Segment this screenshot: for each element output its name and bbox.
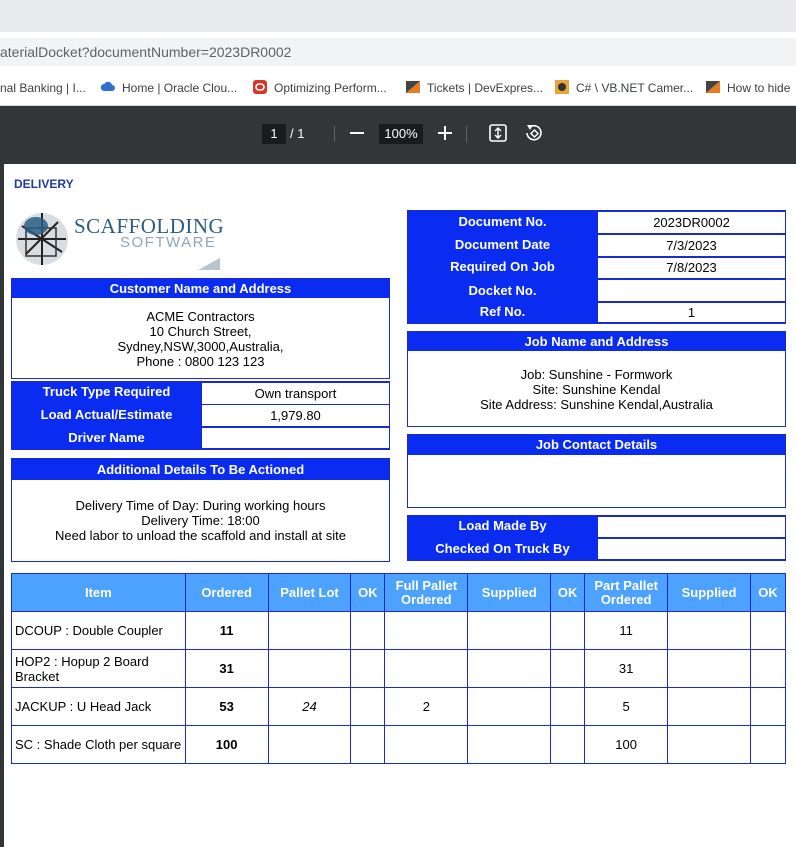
additional-details-header: Additional Details To Be Actioned	[12, 459, 389, 480]
document-no-label: Document No.	[408, 211, 597, 234]
ok-cell	[551, 650, 585, 688]
company-logo	[12, 208, 225, 272]
table-row	[12, 688, 786, 726]
column-header: Pallet Lot	[268, 574, 351, 612]
bookmark-label: Home | Oracle Clou...	[122, 81, 238, 95]
devexpress-icon	[705, 79, 721, 95]
column-header: Part Pallet Ordered	[585, 574, 668, 612]
full-pallet-cell	[385, 650, 468, 688]
cloud-icon	[100, 79, 116, 95]
scaffolding-globe-icon	[12, 208, 72, 270]
page-total: / 1	[290, 126, 305, 141]
toolbar-divider	[334, 126, 335, 142]
column-header: OK	[551, 574, 585, 612]
column-header: Full Pallet Ordered	[385, 574, 468, 612]
ok-cell	[551, 612, 585, 650]
part-pallet-cell: 11	[585, 612, 668, 650]
ok-cell	[351, 688, 385, 726]
zoom-level-input[interactable]: 100%	[379, 124, 423, 144]
truck-panel	[11, 381, 390, 450]
truck-type-label: Truck Type Required	[12, 382, 201, 405]
driver-name-value	[201, 427, 390, 449]
column-header: Supplied	[468, 574, 551, 612]
zoom-out-button[interactable]	[346, 122, 368, 144]
customer-line: ACME Contractors	[146, 309, 255, 324]
full-pallet-cell	[385, 726, 468, 764]
url-field[interactable]: aterialDocket?documentNumber=2023DR0002	[0, 38, 796, 66]
column-header: OK	[351, 574, 385, 612]
table-row	[12, 726, 786, 764]
bookmark-item[interactable]	[554, 78, 693, 98]
job-line: Job: Sunshine - Formwork	[520, 367, 673, 382]
supplied-cell	[468, 650, 551, 688]
additional-detail-line: Delivery Time of Day: During working hours	[75, 498, 326, 513]
minus-icon	[350, 122, 364, 144]
ok-cell	[351, 650, 385, 688]
ref-no-value: 1	[597, 302, 786, 323]
supplied-cell	[468, 612, 551, 650]
browser-tab-strip	[0, 0, 796, 32]
bookmark-item[interactable]	[705, 78, 790, 98]
pallet-lot-cell	[268, 726, 351, 764]
plus-icon	[438, 122, 452, 144]
part-pallet-cell: 31	[585, 650, 668, 688]
rotate-icon	[524, 122, 544, 144]
bookmarks-bar	[0, 70, 796, 106]
job-panel	[407, 331, 786, 427]
fit-to-page-icon	[488, 122, 508, 144]
pallet-lot-cell: 24	[268, 688, 351, 726]
bookmark-label: Optimizing Perform...	[274, 81, 387, 95]
driver-name-label: Driver Name	[12, 427, 201, 449]
table-row	[12, 650, 786, 688]
devexpress-icon	[405, 79, 421, 95]
document-date-value: 7/3/2023	[597, 234, 786, 257]
supplied-cell	[668, 726, 751, 764]
ok-cell	[750, 726, 785, 764]
full-pallet-cell: 2	[385, 688, 468, 726]
table-header-row	[12, 574, 786, 612]
load-made-by-value	[597, 516, 786, 538]
customer-line: Sydney,NSW,3000,Australia,	[117, 339, 284, 354]
customer-line: 10 Church Street,	[149, 324, 252, 339]
supplied-cell	[668, 650, 751, 688]
logo-swoosh-icon	[198, 258, 220, 270]
document-date-label: Document Date	[408, 234, 597, 257]
zoom-in-button[interactable]	[434, 122, 456, 144]
job-line: Site: Sunshine Kendal	[532, 382, 661, 397]
ordered-cell: 31	[185, 650, 268, 688]
bookmark-item[interactable]	[100, 78, 237, 98]
pallet-lot-cell	[268, 612, 351, 650]
ok-cell	[750, 650, 785, 688]
column-header: OK	[750, 574, 785, 612]
ok-cell	[750, 612, 785, 650]
customer-panel	[11, 278, 390, 379]
supplied-cell	[668, 688, 751, 726]
item-cell: DCOUP : Double Coupler	[12, 612, 186, 650]
items-table	[11, 573, 786, 764]
ref-no-label: Ref No.	[408, 302, 597, 323]
job-contact-panel	[407, 434, 786, 508]
logo-text-line2: SOFTWARE	[120, 234, 217, 251]
customer-line: Phone : 0800 123 123	[136, 354, 265, 369]
additional-detail-line: Delivery Time: 18:00	[141, 513, 260, 528]
required-on-job-label: Required On Job	[408, 257, 597, 279]
additional-detail-line: Need labor to unload the scaffold and install at site	[54, 528, 346, 543]
required-on-job-value: 7/8/2023	[597, 257, 786, 279]
bookmark-label: C# \ VB.NET Camer...	[576, 81, 694, 95]
item-cell: SC : Shade Cloth per square	[12, 726, 186, 764]
bookmark-label: How to hide	[727, 81, 791, 95]
bookmark-label: Tickets | DevExpres...	[427, 81, 544, 95]
load-estimate-value: 1,979.80	[201, 404, 390, 427]
job-line: Site Address: Sunshine Kendal,Australia	[480, 397, 713, 412]
ok-cell	[351, 612, 385, 650]
job-header: Job Name and Address	[408, 332, 785, 351]
bookmark-item[interactable]	[405, 78, 543, 98]
oracle-icon	[252, 79, 268, 95]
pdf-toolbar	[0, 106, 796, 162]
pdf-page	[4, 164, 796, 847]
ordered-cell: 11	[185, 612, 268, 650]
checked-on-truck-label: Checked On Truck By	[408, 538, 597, 560]
docket-no-value	[597, 279, 786, 302]
ok-cell	[750, 688, 785, 726]
item-cell: JACKUP : U Head Jack	[12, 688, 186, 726]
pallet-lot-cell	[268, 650, 351, 688]
checked-on-truck-value	[597, 538, 786, 560]
part-pallet-cell: 5	[585, 688, 668, 726]
column-header: Supplied	[668, 574, 751, 612]
toolbar-divider	[466, 126, 467, 142]
bookmark-label: nal Banking | I...	[0, 81, 86, 95]
ordered-cell: 100	[185, 726, 268, 764]
table-row	[12, 612, 786, 650]
document-info-panel	[407, 210, 786, 324]
ok-cell	[351, 726, 385, 764]
item-cell: HOP2 : Hopup 2 Board Bracket	[12, 650, 186, 688]
truck-type-value: Own transport	[201, 382, 390, 405]
bookmark-item[interactable]	[252, 78, 387, 98]
bookmark-item[interactable]	[0, 78, 86, 98]
additional-details-panel	[11, 458, 390, 562]
address-bar	[0, 32, 796, 70]
docket-no-label: Docket No.	[408, 279, 597, 302]
page-number-input[interactable]: 1	[262, 124, 286, 144]
supplied-cell	[668, 612, 751, 650]
supplied-cell	[468, 688, 551, 726]
job-contact-header: Job Contact Details	[408, 435, 785, 455]
load-made-panel	[407, 515, 786, 561]
column-header: Ordered	[185, 574, 268, 612]
bookmark-favicon-icon	[554, 79, 570, 95]
fit-page-button[interactable]	[487, 122, 509, 144]
document-title: DELIVERY	[14, 177, 74, 191]
logo-text-line1: SCAFFOLDING	[74, 214, 225, 238]
ok-cell	[551, 688, 585, 726]
load-estimate-label: Load Actual/Estimate	[12, 404, 201, 427]
ordered-cell: 53	[185, 688, 268, 726]
document-no-value: 2023DR0002	[597, 211, 786, 234]
load-made-by-label: Load Made By	[408, 516, 597, 538]
rotate-button[interactable]	[523, 122, 545, 144]
part-pallet-cell: 100	[585, 726, 668, 764]
customer-header: Customer Name and Address	[12, 279, 389, 298]
supplied-cell	[468, 726, 551, 764]
ok-cell	[551, 726, 585, 764]
column-header: Item	[12, 574, 186, 612]
full-pallet-cell	[385, 612, 468, 650]
